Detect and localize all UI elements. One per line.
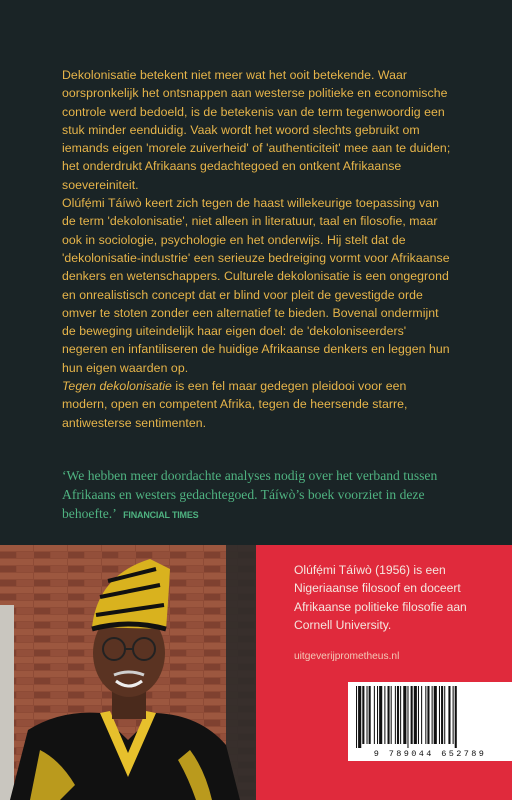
barcode-bar bbox=[400, 686, 401, 744]
barcode-bar bbox=[425, 686, 426, 744]
barcode-bar bbox=[427, 686, 429, 744]
isbn-number: 9 789044 652789 bbox=[373, 749, 487, 759]
barcode-bar bbox=[374, 686, 375, 744]
blurb-paragraph-3 bbox=[62, 377, 454, 432]
barcode-bar bbox=[455, 686, 457, 748]
barcode bbox=[348, 682, 512, 761]
quote-text: ‘We hebben meer doordachte analyses nodig over het verband tussen Afrikaans en westers gedachtegoed. Táíwò’s boek voorziet in deze behoefte.’ bbox=[62, 468, 438, 521]
quote-source: FINANCIAL TIMES bbox=[123, 510, 199, 520]
author-panel bbox=[256, 545, 512, 800]
barcode-bar bbox=[388, 686, 390, 744]
blurb-text bbox=[62, 66, 454, 432]
barcode-bar bbox=[407, 686, 408, 748]
barcode-bar bbox=[411, 686, 413, 744]
barcode-bar bbox=[439, 686, 440, 744]
barcode-bar bbox=[403, 686, 406, 744]
barcode-bar bbox=[369, 686, 371, 744]
barcode-bar bbox=[434, 686, 437, 744]
barcode-bar bbox=[448, 686, 450, 744]
barcode-bar bbox=[453, 686, 454, 744]
author-bio: Olúfẹ́mi Táíwò (1956) is een Nigeriaanse filosoof en doceert Afrikaanse politieke filosofie aan Cornell University. bbox=[294, 563, 467, 633]
barcode-bar bbox=[444, 686, 445, 744]
barcode-bar bbox=[377, 686, 378, 744]
barcode-bar bbox=[432, 686, 433, 744]
barcode-bar bbox=[418, 686, 419, 744]
barcode-bar bbox=[367, 686, 368, 744]
blurb-paragraph-1: Dekolonisatie betekent niet meer wat het ooit betekende. Waar oorspronkelijk het ontsnappen aan westerse politieke en economische controle werd bedoeld, is de betekenis van de term tegenwoordig een stuk minder eenduidig. Vaak wordt het woord slechts gebruikt om iemands eigen 'morele zuiverheid' of 'authenticiteit' mee aan te duiden; het onderdrukt Afrikaans gedachtegoed en ontkent Afrikaanse soevereiniteit. bbox=[62, 68, 451, 192]
book-title: Tegen dekolonisatie bbox=[62, 379, 172, 394]
barcode-bar bbox=[362, 686, 364, 744]
barcode-bar bbox=[358, 686, 361, 748]
barcode-bar bbox=[395, 686, 396, 744]
barcode-bar bbox=[391, 686, 392, 744]
barcode-bar bbox=[414, 686, 417, 744]
back-cover-bottom bbox=[0, 545, 512, 800]
blurb-paragraph-2: Olúfẹ́mi Táíwò keert zich tegen de haast willekeurige toepassing van de term 'dekolonisatie', niet alleen in literatuur, taal en filosofie, maar ook in sociologie, psychologie en het onderwijs. Hij stelt dat de 'dekolonisatie-industrie' een serieuze bedreiging vormt voor Afrikaanse denkers en wetenschappers. Culturele dekolonisatie is een ongegrond en onrealistisch concept dat er blind voor pleit de gevestigde orde omver te stoten zonder een alternatief te bieden. Bovenal ondermijnt de beweging uiteindelijk haar eigen doel: de 'dekoloniseerders' negeren en infantiliseren de huidige Afrikaanse denkers en leggen hun hun eigen waarden op. bbox=[62, 196, 450, 375]
barcode-bar bbox=[384, 686, 385, 744]
barcode-bar bbox=[379, 686, 382, 744]
barcode-bar bbox=[356, 686, 357, 748]
review-quote bbox=[62, 466, 462, 525]
barcode-bars bbox=[354, 686, 506, 748]
blurb-paragraph-3-rest: is een fel maar gedegen pleidooi voor een modern, open en competent Afrika, tegen de heersende starre, antiwesterse sentimenten. bbox=[62, 379, 408, 430]
author-photo bbox=[0, 545, 256, 800]
barcode-bar bbox=[441, 686, 443, 744]
publisher-website[interactable]: uitgeverijprometheus.nl bbox=[294, 651, 400, 662]
barcode-bar bbox=[397, 686, 399, 744]
barcode-bar bbox=[421, 686, 422, 744]
